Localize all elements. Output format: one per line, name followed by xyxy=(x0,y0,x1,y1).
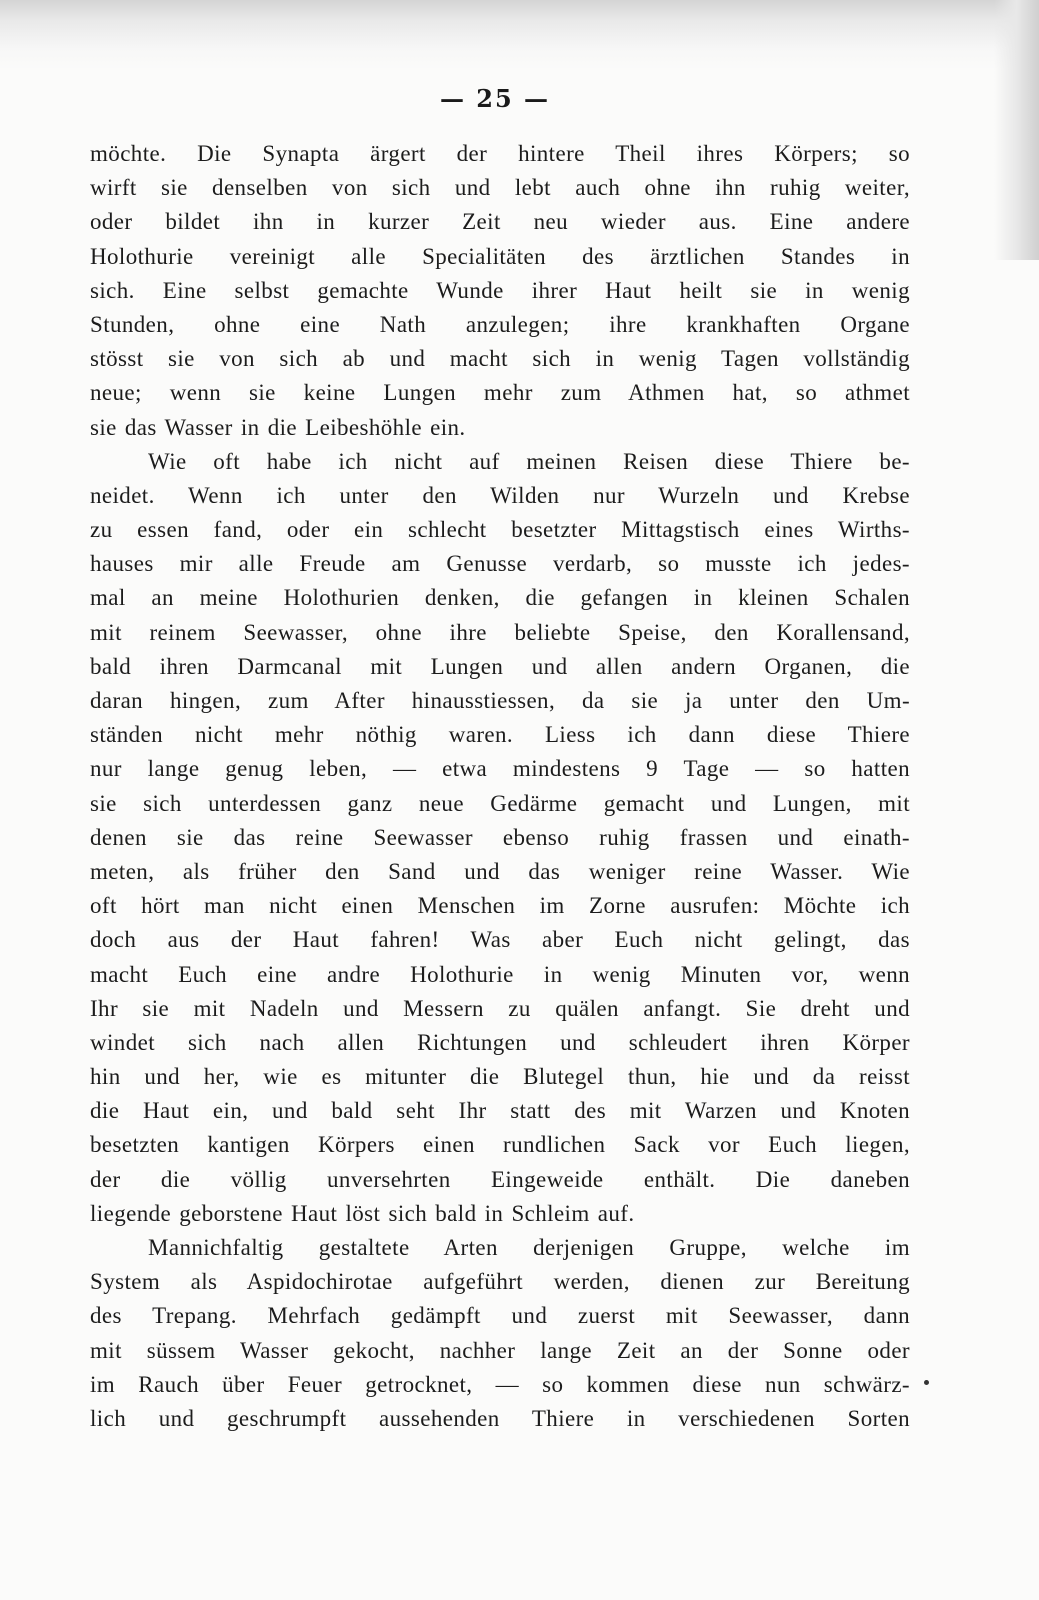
text-line: sich. Eine selbst gemachte Wunde ihrer Haut heilt sie in wenig xyxy=(90,277,910,303)
text-line: zu essen fand, oder ein schlecht besetzter Mittagstisch eines Wirths- xyxy=(90,517,910,543)
paragraph-start-line: Wie oft habe ich nicht auf meinen Reisen diese Thiere be- xyxy=(148,448,910,474)
text-line: im Rauch über Feuer getrocknet, — so kommen diese nun schwärz- xyxy=(90,1371,910,1397)
text-line: wirft sie denselben von sich und lebt auch ohne ihn ruhig weiter, xyxy=(90,175,910,201)
page-number: — 25 — xyxy=(439,84,551,113)
text-line: mal an meine Holothurien denken, die gefangen in kleinen Schalen xyxy=(90,585,910,611)
text-line: möchte. Die Synapta ärgert der hintere Theil ihres Körpers; so xyxy=(90,141,910,166)
text-line: denen sie das reine Seewasser ebenso ruhig frassen und einath- xyxy=(90,824,910,850)
text-line: doch aus der Haut fahren! Was aber Euch nicht gelingt, das xyxy=(90,927,910,953)
text-line: Stunden, ohne eine Nath anzulegen; ihre krankhaften Organe xyxy=(90,311,910,337)
text-line: ständen nicht mehr nöthig waren. Liess ich dann diese Thiere xyxy=(90,722,910,748)
text-line: hin und her, wie es mitunter die Blutegel thun, hie und da reisst xyxy=(90,1064,910,1090)
text-line: oder bildet ihn in kurzer Zeit neu wieder aus. Eine andere xyxy=(90,209,910,235)
text-line: meten, als früher den Sand und das weniger reine Wasser. Wie xyxy=(90,858,910,884)
text-line: windet sich nach allen Richtungen und schleudert ihren Körper xyxy=(90,1029,910,1055)
body-text xyxy=(90,137,910,1436)
text-line: oft hört man nicht einen Menschen im Zorne ausrufen: Möchte ich xyxy=(90,893,910,919)
text-line: der die völlig unversehrten Eingeweide enthält. Die daneben xyxy=(90,1166,910,1192)
text-line: die Haut ein, und bald seht Ihr statt des mit Warzen und Knoten xyxy=(90,1098,910,1124)
text-line: hauses mir alle Freude am Genusse verdarb, so musste ich jedes- xyxy=(90,551,910,577)
text-line: Ihr sie mit Nadeln und Messern zu quälen anfangt. Sie dreht und xyxy=(90,995,910,1021)
text-line: mit reinem Seewasser, ohne ihre beliebte Speise, den Korallensand, xyxy=(90,619,910,645)
text-line: des Trepang. Mehrfach gedämpft und zuerst mit Seewasser, dann xyxy=(90,1303,910,1329)
text-line: liegende geborstene Haut löst sich bald in Schleim auf. xyxy=(90,1200,635,1226)
text-line: System als Aspidochirotae aufgeführt werden, dienen zur Bereitung xyxy=(90,1269,910,1295)
text-line: bald ihren Darmcanal mit Lungen und allen andern Organen, die xyxy=(90,653,910,679)
text-line: nur lange genug leben, — etwa mindestens 9 Tage — so hatten xyxy=(90,756,910,782)
paragraph-start-line: Mannichfaltig gestaltete Arten derjenigen Gruppe, welche im xyxy=(148,1235,910,1260)
text-line: neidet. Wenn ich unter den Wilden nur Wurzeln und Krebse xyxy=(90,482,910,508)
text-line: sie das Wasser in die Leibeshöhle ein. xyxy=(90,414,466,440)
text-line: sie sich unterdessen ganz neue Gedärme gemacht und Lungen, mit xyxy=(90,790,910,816)
text-line: Holothurie vereinigt alle Specialitäten des ärztlichen Standes in xyxy=(90,243,910,269)
margin-speck xyxy=(924,1380,929,1385)
text-line: neue; wenn sie keine Lungen mehr zum Athmen hat, so athmet xyxy=(90,380,910,406)
text-line: besetzten kantigen Körpers einen rundlichen Sack vor Euch liegen, xyxy=(90,1132,910,1158)
text-line: macht Euch eine andre Holothurie in wenig Minuten vor, wenn xyxy=(90,961,910,987)
text-line: lich und geschrumpft aussehenden Thiere in verschiedenen Sorten xyxy=(90,1405,910,1431)
text-line: stösst sie von sich ab und macht sich in wenig Tagen vollständig xyxy=(90,346,910,372)
scan-shadow-top xyxy=(0,0,1039,70)
text-line: mit süssem Wasser gekocht, nachher lange Zeit an der Sonne oder xyxy=(90,1337,910,1363)
scan-shadow-right xyxy=(994,0,1039,260)
text-line: daran hingen, zum After hinausstiessen, da sie ja unter den Um- xyxy=(90,688,910,713)
